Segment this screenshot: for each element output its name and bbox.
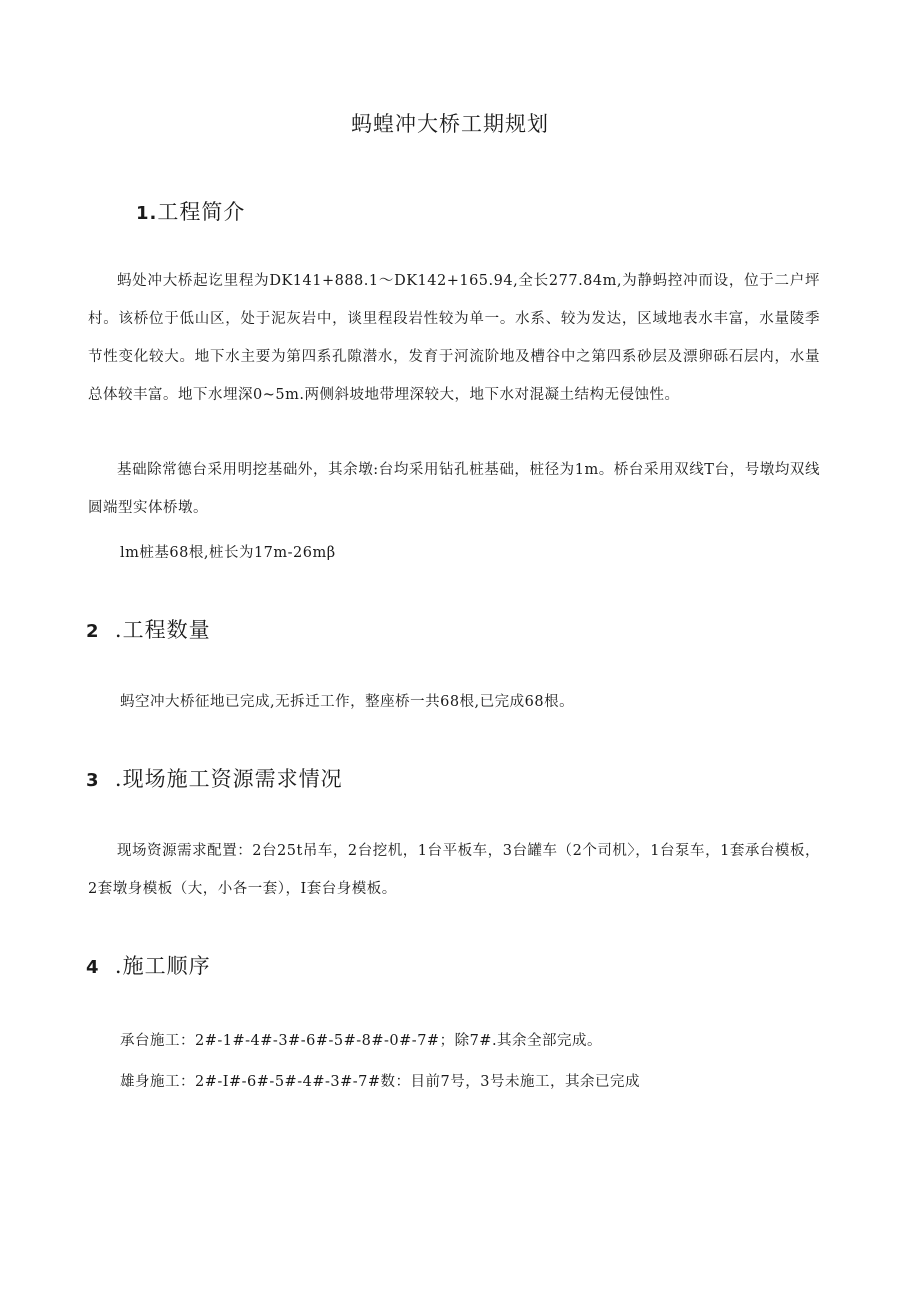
section-1-title: 工程简介 [157,200,246,224]
section-4-title: .施工顺序 [114,954,211,978]
section-1-body [88,262,820,414]
section-4-heading [86,950,211,980]
section-2-heading [86,614,211,644]
section-1-paragraph-1: 蚂处冲大桥起讫里程为DK141+888.1〜DK142+165.94,全长277.84m,为静蚂控冲而设，位于二户坪村。该桥位于低山区，处于泥灰岩中，谈里程段岩性较为单一。水系、较为发达，区域地表水丰富，水量陵季节性变化较大。地下水主要为第四系孔隙潜水，发育于河流阶地及槽谷中之第四系砂层及漂卵砾石层内，水量总体较丰富。地下水埋深0~5m.两侧斜坡地带埋深较大，地下水对混凝土结构无侵蚀性。 [88,273,820,403]
section-3-body [88,832,820,908]
section-1-heading [136,196,245,226]
section-1-paragraph-2: 基础除常德台采用明挖基础外，其余墩:台均采用钻孔桩基础，桩径为1m。桥台采用双线T台，号墩均双线圆端型实体桥墩。 [88,462,820,516]
section-2-paragraph-1: 蚂空冲大桥征地已完成,无拆迁工作，整座桥一共68根,已完成68根。 [120,694,575,710]
section-1-body-2 [88,451,820,527]
section-1-number: 1. [136,203,158,224]
section-3-title: .现场施工资源需求情况 [114,767,343,791]
section-1-paragraph-3: lm桩基68根,桩长为17m-26mβ [120,545,336,561]
section-4-number: 4 [86,957,100,978]
section-2-number: 2 [86,621,100,642]
document-title: 蚂蝗冲大桥工期规划 [351,112,549,136]
section-4-paragraph-1: 承台施工：2#-1#-4#-3#-6#-5#-8#-0#-7#；除7#.其余全部完成。 [120,1033,603,1049]
section-4-paragraph-2: 雄身施工：2#-I#-6#-5#-4#-3#-7#数：目前7号，3号未施工，其余已完成 [120,1074,640,1090]
section-2-title: .工程数量 [114,618,211,642]
section-3-number: 3 [86,770,100,791]
section-3-heading [86,763,343,793]
section-3-paragraph-1: 现场资源需求配置：2台25t吊车，2台挖机，1台平板车，3台罐车（2个司机〉，1台泵车，1套承台模板，2套墩身模板（大，小各一套），I套台身模板。 [88,843,820,897]
